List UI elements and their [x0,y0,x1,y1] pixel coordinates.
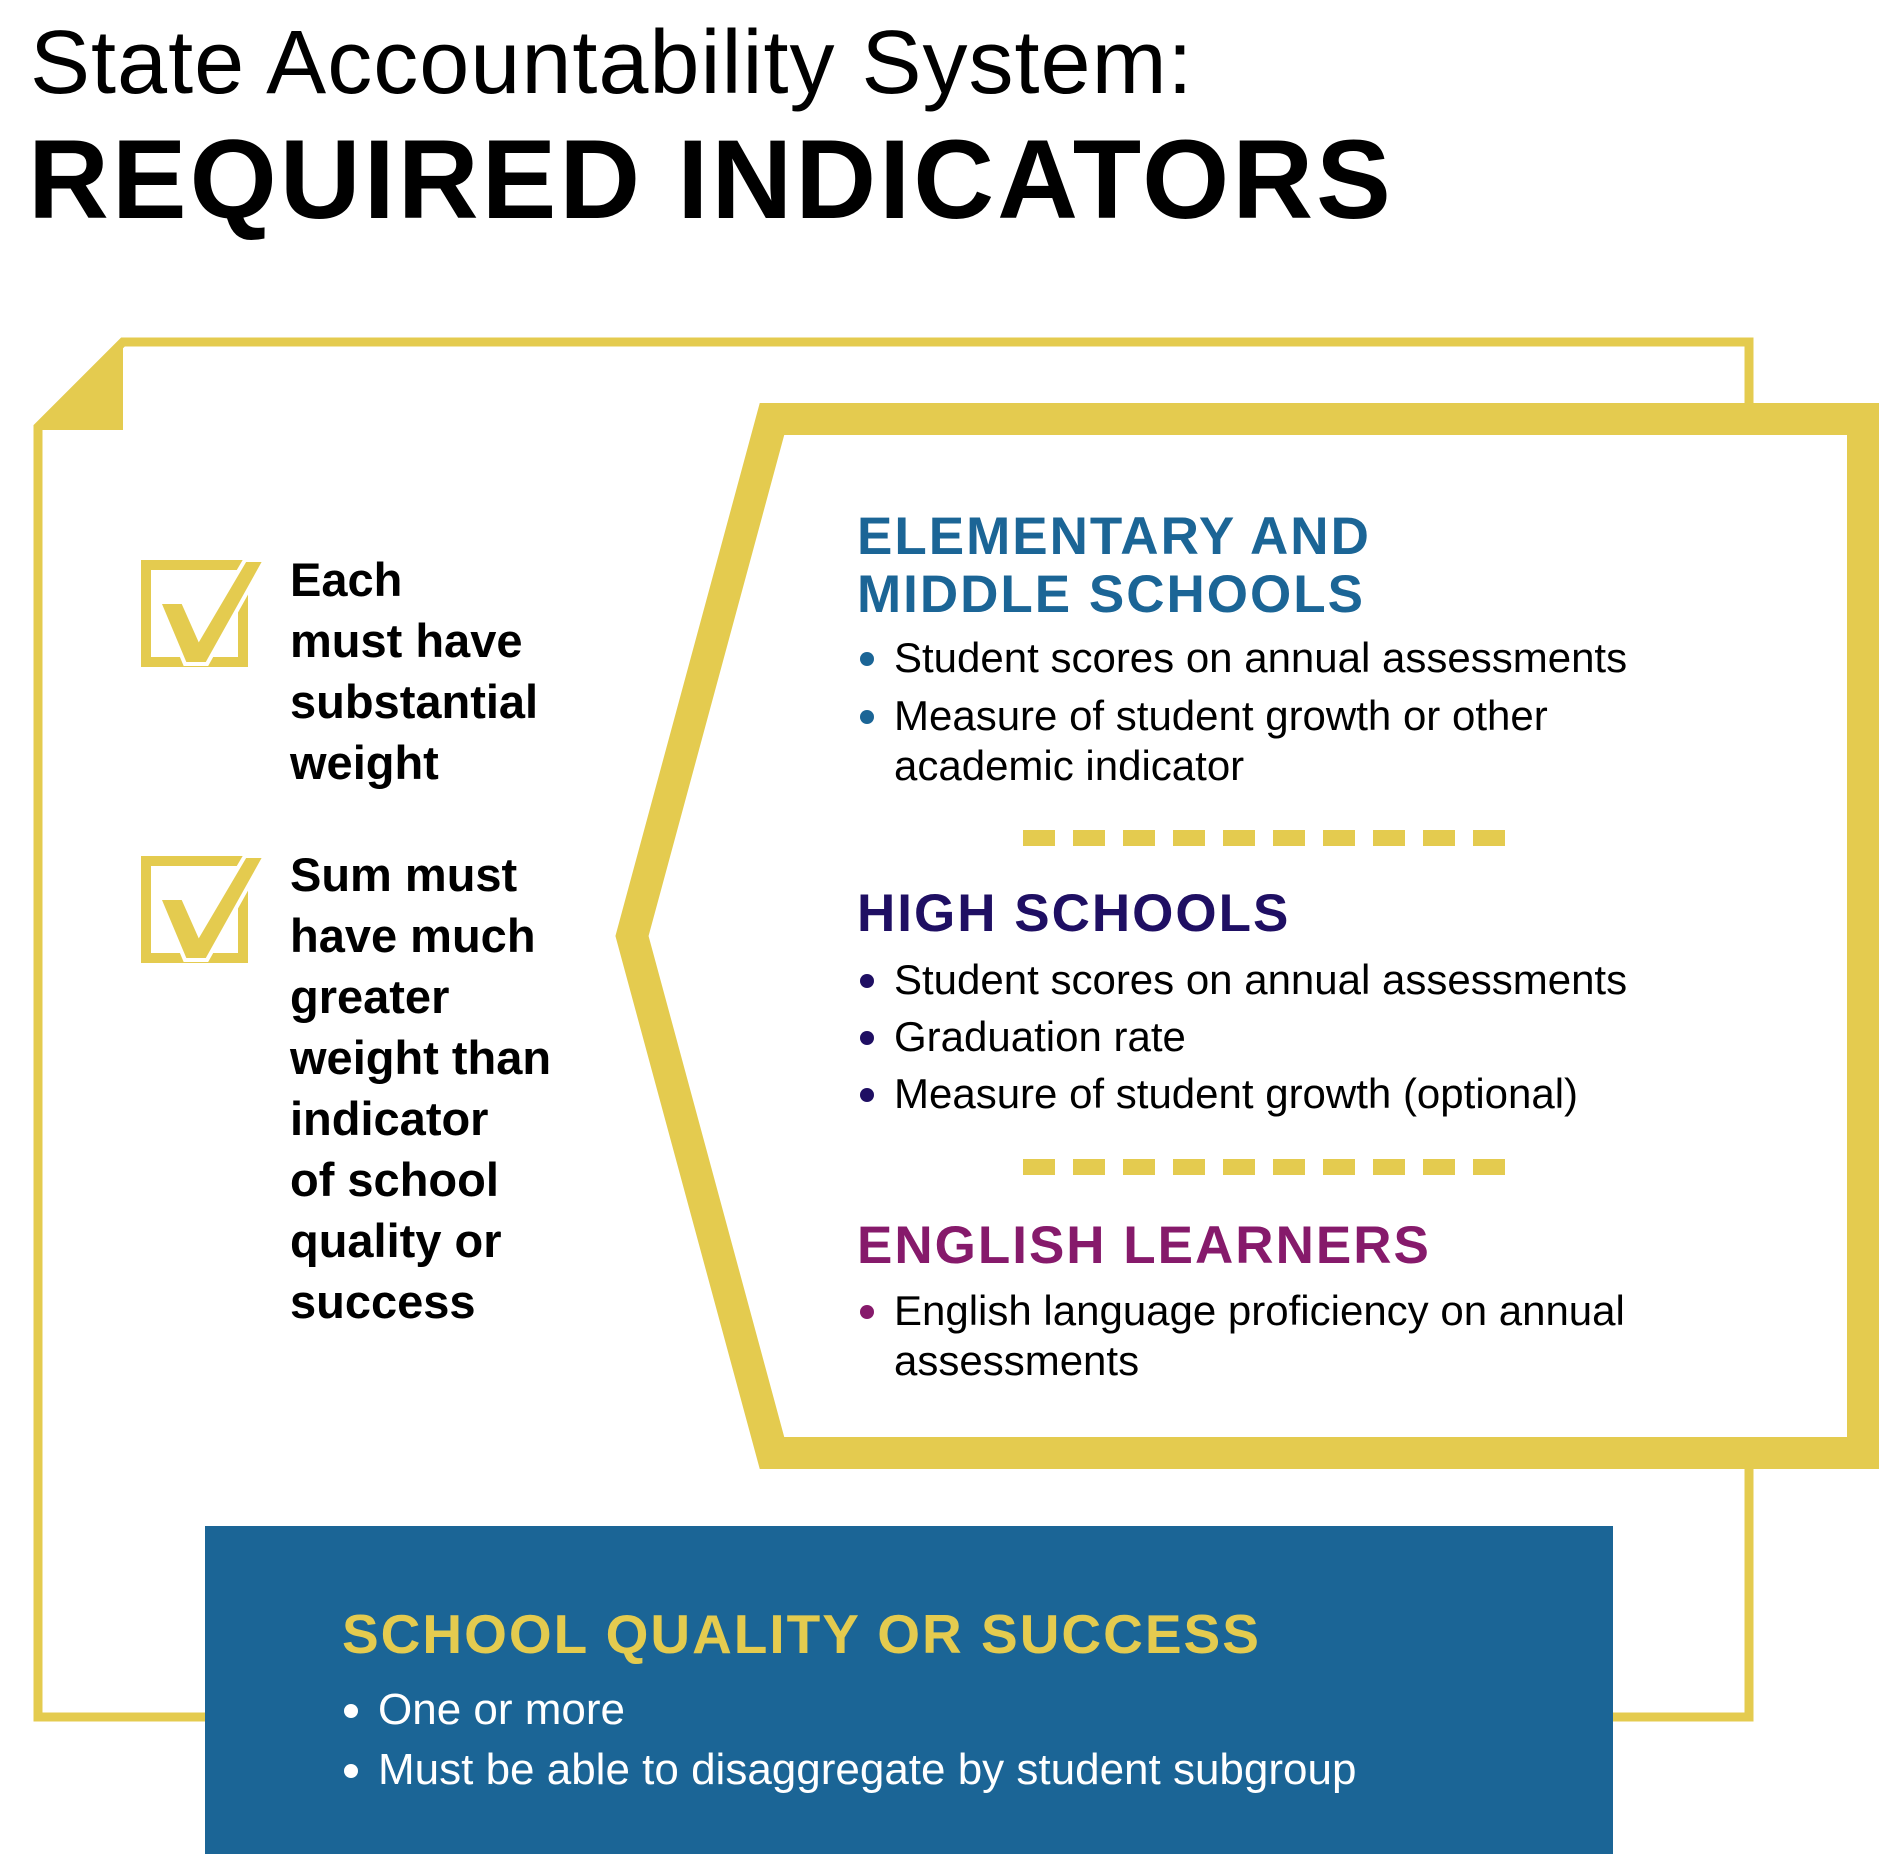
elementary-middle-heading: ELEMENTARY AND MIDDLE SCHOOLS [857,507,1371,624]
high-schools-heading: HIGH SCHOOLS [857,884,1291,943]
bullet-dot-icon [860,1031,874,1045]
check-line: weight [290,736,439,789]
title-line-1: State Accountability System: [30,13,1194,113]
bullet-dot-icon [344,1764,358,1778]
bullet-dot-icon [860,652,874,666]
english-learners-heading: ENGLISH LEARNERS [857,1216,1431,1275]
check-line: have much [290,909,536,962]
list-item: Must be able to disaggregate by student subgroup [342,1740,1356,1800]
bullet-dot-icon [860,974,874,988]
check-item-1-text [290,549,538,793]
elementary-bullets [858,633,1627,799]
check-line: weight than [290,1031,552,1084]
high-schools-bullets [858,955,1627,1127]
list-item: Student scores on annual assessments [858,955,1627,1005]
list-item: Graduation rate [858,1012,1627,1062]
check-line: greater [290,970,450,1023]
school-quality-bullets [342,1680,1356,1800]
dashed-divider [1023,830,1505,846]
english-learners-bullets [858,1286,1625,1394]
check-line: indicator [290,1092,489,1145]
page-title: REQUIRED INDICATORS [28,117,1394,242]
bullet-dot-icon [860,1305,874,1319]
check-line: Each [290,553,403,606]
list-item: English language proficiency on annual assessments [858,1286,1625,1386]
bullet-dot-icon [344,1704,358,1718]
check-line: success [290,1275,476,1328]
list-item: Measure of student growth (optional) [858,1069,1627,1119]
list-item: Student scores on annual assessments [858,633,1627,683]
dashed-divider [1023,1159,1505,1175]
check-line: quality or [290,1214,502,1267]
list-item: Measure of student growth or other academic indicator [858,691,1627,791]
check-line: of school [290,1153,499,1206]
check-item-2-text [290,844,551,1332]
bullet-dot-icon [860,1088,874,1102]
school-quality-heading: SCHOOL QUALITY OR SUCCESS [342,1603,1261,1665]
bullet-dot-icon [860,710,874,724]
list-item: One or more [342,1680,1356,1740]
check-line: substantial [290,675,539,728]
checkbox-check-icon [146,560,265,664]
check-line: Sum must [290,848,518,901]
checkbox-check-icon [146,856,265,960]
check-line: must have [290,614,523,667]
